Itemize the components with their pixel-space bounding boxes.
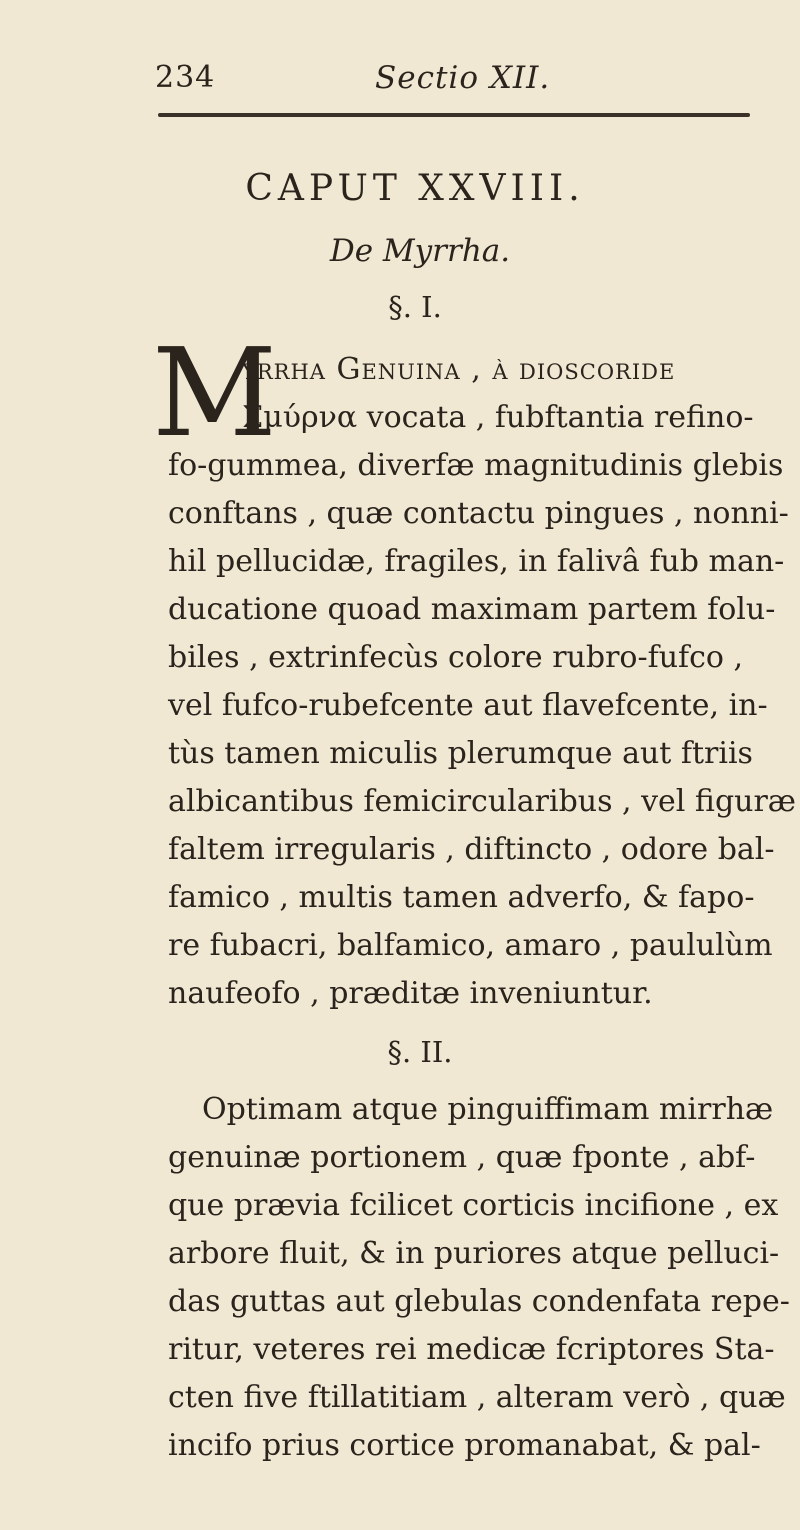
text-line: que prævia fcilicet corticis incifione , ex (168, 1188, 779, 1223)
text-line: biles , extrinfecùs colore rubro-fufco , (168, 640, 744, 675)
text-line: tùs tamen miculis plerumque aut ftriis (168, 736, 753, 771)
text-line: Σμύρνα vocata , fubftantia refino- (242, 400, 754, 435)
chapter-title: CAPUT XXVIII. (245, 168, 585, 209)
text-line: conftans , quæ contactu pingues , nonni- (168, 496, 789, 531)
text-line: arbore fluit, & in puriores atque pelluci- (168, 1236, 780, 1271)
section-title: Sectio XII. (375, 60, 551, 96)
section-1-heading: §. I. (388, 290, 442, 324)
text-line: faltem irregularis , diftincto , odore bal- (168, 832, 775, 867)
text-line: Optimam atque pinguiffimam mirrhæ (202, 1092, 774, 1127)
running-head (0, 60, 800, 110)
section-2-heading: §. II. (387, 1035, 453, 1069)
text-line: ducatione quoad maximam partem folu- (168, 592, 776, 627)
text-line: yrrha Genuina , à dioscoride (242, 352, 676, 387)
chapter-subtitle: De Myrrha. (329, 233, 511, 269)
text-line: genuinæ portionem , quæ fponte , abf- (168, 1140, 756, 1175)
header-rule (158, 113, 750, 117)
text-line: cten five ftillatitiam , alteram verò , quæ (168, 1380, 786, 1415)
text-line: hil pellucidæ, fragiles, in falivâ fub man- (168, 544, 785, 579)
text-line: ritur, veteres rei medicæ fcriptores Sta- (168, 1332, 775, 1367)
text-line: incifo prius cortice promanabat, & pal- (168, 1428, 761, 1463)
text-line: vel fufco-rubefcente aut flavefcente, in- (168, 688, 768, 723)
text-line: famico , multis tamen adverfo, & fapo- (168, 880, 755, 915)
page-number: 234 (155, 60, 216, 95)
text-line: albicantibus femicircularibus , vel figuræ (168, 784, 797, 819)
text-line: re fubacri, balfamico, amaro , paululùm (168, 928, 773, 963)
drop-cap: M (152, 322, 277, 464)
text-line: naufeofo , præditæ inveniuntur. (168, 976, 653, 1011)
text-line: fo-gummea, diverfæ magnitudinis glebis (168, 448, 784, 483)
text-line: das guttas aut glebulas condenfata repe- (168, 1284, 790, 1319)
